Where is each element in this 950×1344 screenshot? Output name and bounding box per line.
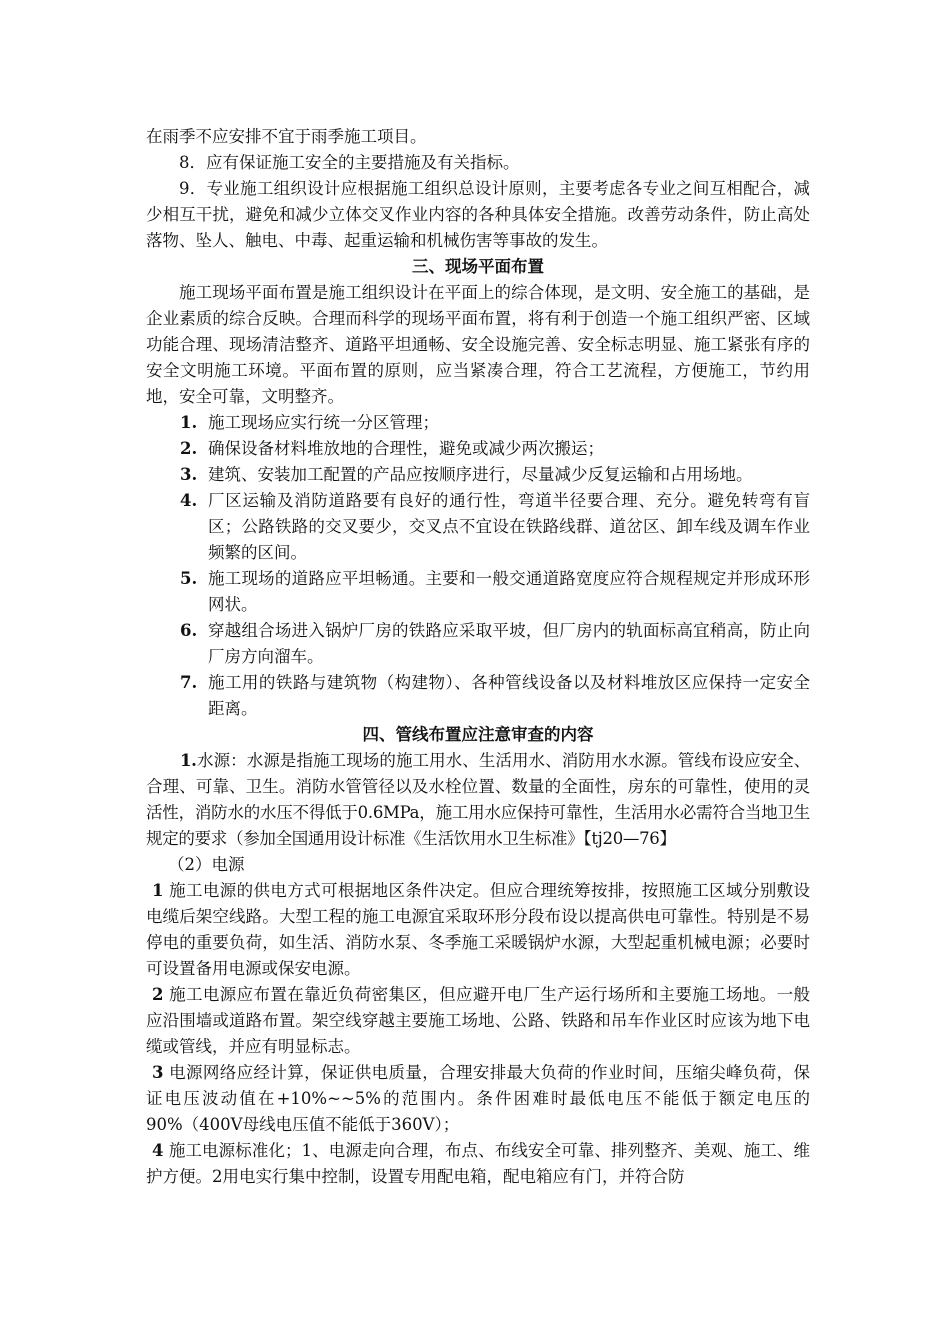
power-item-text: 电源网络应经计算，保证供电质量，合理安排最大负荷的作业时间，压缩尖峰负荷，保证电压波动值在+10%~~5%的范围内。条件困难时最低电压不能低于额定电压的90%（400V母线电压值不能低于360V）； <box>146 1063 810 1134</box>
power-item-2 <box>146 982 810 1060</box>
list-item-number: 7. <box>180 673 198 692</box>
list-item <box>146 436 810 462</box>
power-item-1 <box>146 878 810 982</box>
list-item-text: 施工用的铁路与建筑物（构建物）、各种管线设备以及材料堆放区应保持一定安全距离。 <box>208 673 810 718</box>
water-source-number: 1. <box>180 751 197 770</box>
list-item-text: 建筑、安装加工配置的产品应按顺序进行，尽量减少反复运输和占用场地。 <box>208 465 753 484</box>
list-item <box>146 462 810 488</box>
power-item-number: 4 <box>152 1141 164 1160</box>
power-source-label: （2）电源 <box>168 855 245 874</box>
list-item-number: 3. <box>180 465 198 484</box>
power-item-number: 3 <box>152 1063 164 1082</box>
document-page <box>146 124 810 1190</box>
power-item-4 <box>146 1138 810 1190</box>
water-source-paragraph <box>146 748 810 852</box>
section-4-heading: 四、管线布置应注意审查的内容 <box>362 725 594 744</box>
water-source-text: 水源：水源是指施工现场的施工用水、生活用水、消防用水水源。管线布设应安全、合理、可靠、卫生。消防水管管径以及水栓位置、数量的全面性，房东的可靠性，使用的灵活性，消防水的水压不得低于0.6MPa，施工用水应保持可靠性，生活用水必需符合当地卫生规定的要求（参加全国通用设计标准《生活饮用水卫生标准》【tj20—76】 <box>146 751 810 848</box>
list-item <box>146 618 810 670</box>
list-item <box>146 410 810 436</box>
section-3-intro: 施工现场平面布置是施工组织设计在平面上的综合体现，是文明、安全施工的基础，是企业素质的综合反映。合理而科学的现场平面布置，将有利于创造一个施工组织严密、区域功能合理、现场清洁整齐、道路平坦通畅、安全设施完善、安全标志明显、施工紧张有序的安全文明施工环境。平面布置的原则，应当紧凑合理，符合工艺流程，方便施工，节约用地，安全可靠，文明整齐。 <box>146 283 810 406</box>
list-item-number: 2. <box>180 439 198 458</box>
list-item-number: 6. <box>180 621 198 640</box>
list-item-text: 施工现场的道路应平坦畅通。主要和一般交通道路宽度应符合规程规定并形成环形网状。 <box>208 569 810 614</box>
power-item-3 <box>146 1060 810 1138</box>
list-item-text: 厂区运输及消防道路要有良好的通行性，弯道半径要合理、充分。避免转弯有盲区；公路铁路的交叉要少，交叉点不宜设在铁路线群、道岔区、卸车线及调车作业频繁的区间。 <box>208 491 810 562</box>
power-item-text: 施工电源应布置在靠近负荷密集区，但应避开电厂生产运行场所和主要施工场地。一般应沿围墙或道路布置。架空线穿越主要施工场地、公路、铁路和吊车作业区时应该为地下电缆或管线，并应有明显标志。 <box>146 985 810 1056</box>
list-item-number: 1. <box>180 413 198 432</box>
power-item-number: 1 <box>152 881 164 900</box>
section-3-heading: 三、现场平面布置 <box>412 257 544 276</box>
paragraph-item-9: 9．专业施工组织设计应根据施工组织总设计原则，主要考虑各专业之间互相配合，减少相互干扰，避免和减少立体交叉作业内容的各种具体安全措施。改善劳动条件，防止高处落物、坠人、触电、中毒、起重运输和机械伤害等事故的发生。 <box>146 179 810 250</box>
power-item-text: 施工电源标准化；1、电源走向合理，布点、布线安全可靠、排列整齐、美观、施工、维护方便。2用电实行集中控制，设置专用配电箱，配电箱应有门，并符合防 <box>146 1141 811 1186</box>
paragraph-item-8: 8．应有保证施工安全的主要措施及有关指标。 <box>179 153 520 172</box>
list-item-text: 穿越组合场进入锅炉厂房的铁路应采取平坡，但厂房内的轨面标高宜稍高，防止向厂房方向溜车。 <box>208 621 810 666</box>
list-item-number: 5. <box>180 569 198 588</box>
power-item-text: 施工电源的供电方式可根据地区条件决定。但应合理统筹按排，按照施工区域分别敷设电缆后架空线路。大型工程的施工电源宜采取环形分段布设以提高供电可靠性。特别是不易停电的重要负荷，如生活、消防水泵、冬季施工采暖锅炉水源，大型起重机械电源；必要时可设置备用电源或保安电源。 <box>146 881 810 978</box>
paragraph-rain-season: 在雨季不应安排不宜于雨季施工项目。 <box>146 127 427 146</box>
power-item-number: 2 <box>152 985 164 1004</box>
section-3-list <box>146 410 810 722</box>
list-item <box>146 670 810 722</box>
list-item <box>146 488 810 566</box>
list-item-text: 施工现场应实行统一分区管理； <box>208 413 439 432</box>
list-item <box>146 566 810 618</box>
list-item-text: 确保设备材料堆放地的合理性，避免或减少两次搬运； <box>208 439 604 458</box>
list-item-number: 4. <box>180 491 198 510</box>
